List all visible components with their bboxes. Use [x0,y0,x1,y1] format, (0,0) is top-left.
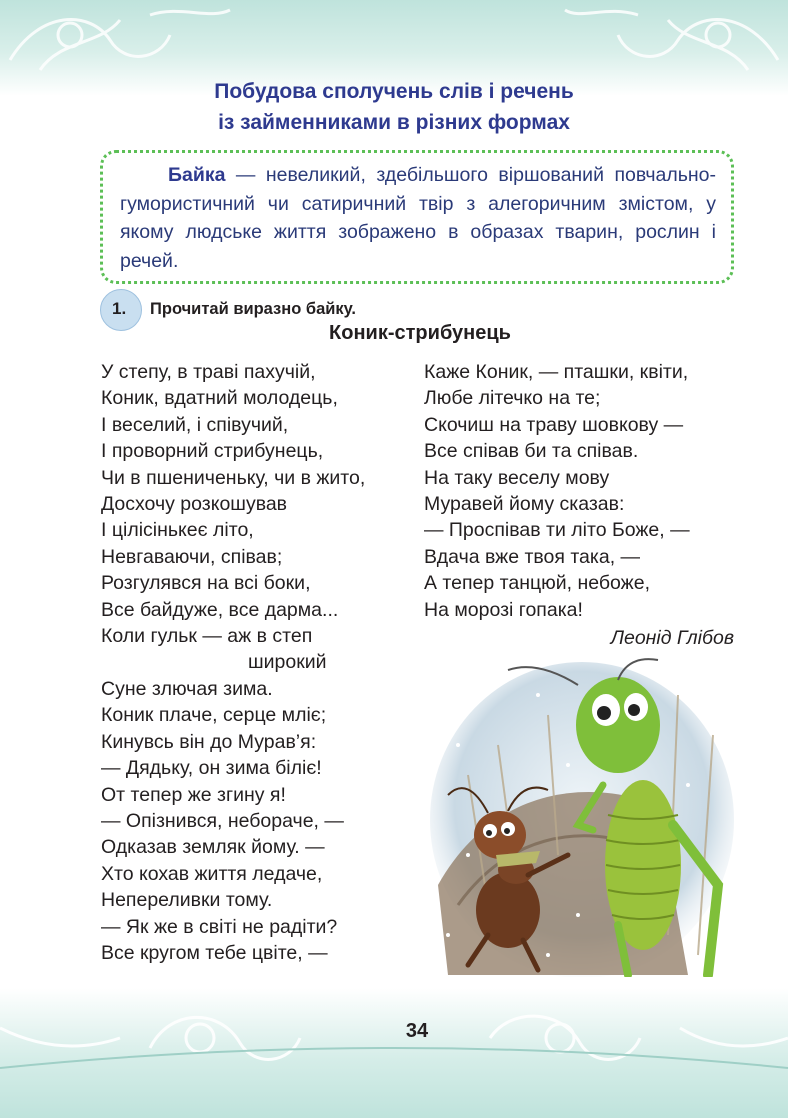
poem-line: Розгулявся на всі боки, [101,572,311,595]
poem-line: У степу, в траві пахучій, [101,361,316,383]
page-title-line-2: із займенниками в різних формах [218,111,570,134]
poem-line: На морозі гопака! [424,598,583,621]
poem-line: Хто кохав життя ледаче, [101,862,323,885]
task-number: 1. [112,299,127,318]
poem-left-column [101,359,411,966]
poem-line: Все байдуже, все дарма... [101,598,339,621]
poem-line: широкий [248,651,327,674]
poem-line: Вдача вже твоя така, — [424,545,641,568]
definition-body: — невеликий, здебільшого віршований повчально-гумористичний чи сатиричний твір з алегоричним змістом, у якому людське життя зображено в образах тварин, рослин і речей. [120,164,716,272]
poem-line: Досхочу розкошував [101,493,288,516]
definition-text [120,161,716,275]
poem-line: — Як же в світі не радіти? [101,915,338,938]
page-number: 34 [405,1020,429,1042]
poem-line: Кинувсь він до Мурав’я: [101,730,317,753]
poem-line: І проворний стрибунець, [101,440,324,463]
poem-line: Все співав би та співав. [424,440,639,463]
poem-line: І цілісінькеє літо, [101,519,254,542]
task-instruction: Прочитай виразно байку. [150,300,356,318]
poem-right-column [424,359,744,623]
poem-line: Коник, вдатний молодець, [101,387,338,410]
poem-line: От тепер же згину я! [101,783,286,806]
poem-author: Леонід Глібов [610,627,734,649]
poem-line: Коник плаче, серце мліє; [101,704,327,727]
poem-title: Коник-стрибунець [329,322,511,344]
poem-line: Каже Коник, — пташки, квіти, [424,361,689,383]
page-title-line-1: Побудова сполучень слів і речень [214,80,574,103]
poem-line: Чи в пшениченьку, чи в жито, [101,466,366,489]
poem-line: — Дядьку, он зима біліє! [101,757,322,780]
top-right-ornament [560,0,788,80]
poem-line: Скочиш на траву шовкову — [424,413,684,436]
poem-line: Муравей йому сказав: [424,493,625,516]
poem-line: Суне злючая зима. [101,677,273,700]
poem-line: — Опізнився, небораче, — [101,809,344,832]
poem-line: Одказав земляк йому. — [101,836,325,859]
poem-line: Все кругом тебе цвіте, — [101,941,328,964]
definition-term: Байка [168,164,226,186]
poem-line: Коли гульк — аж в степ [101,625,313,648]
poem-line: Невгаваючи, співав; [101,545,283,568]
poem-line: Любе літечко на те; [424,387,601,410]
poem-line: І веселий, і співучий, [101,413,289,436]
poem-line: На таку веселу мову [424,466,610,489]
grasshopper-and-ant-illustration [428,655,736,977]
top-left-ornament [0,0,240,80]
bottom-ornament [0,988,788,1118]
poem-line: А тепер танцюй, небоже, [424,572,650,595]
poem-line: Непереливки тому. [101,889,273,912]
poem-line: — Проспівав ти літо Боже, — [424,519,690,542]
